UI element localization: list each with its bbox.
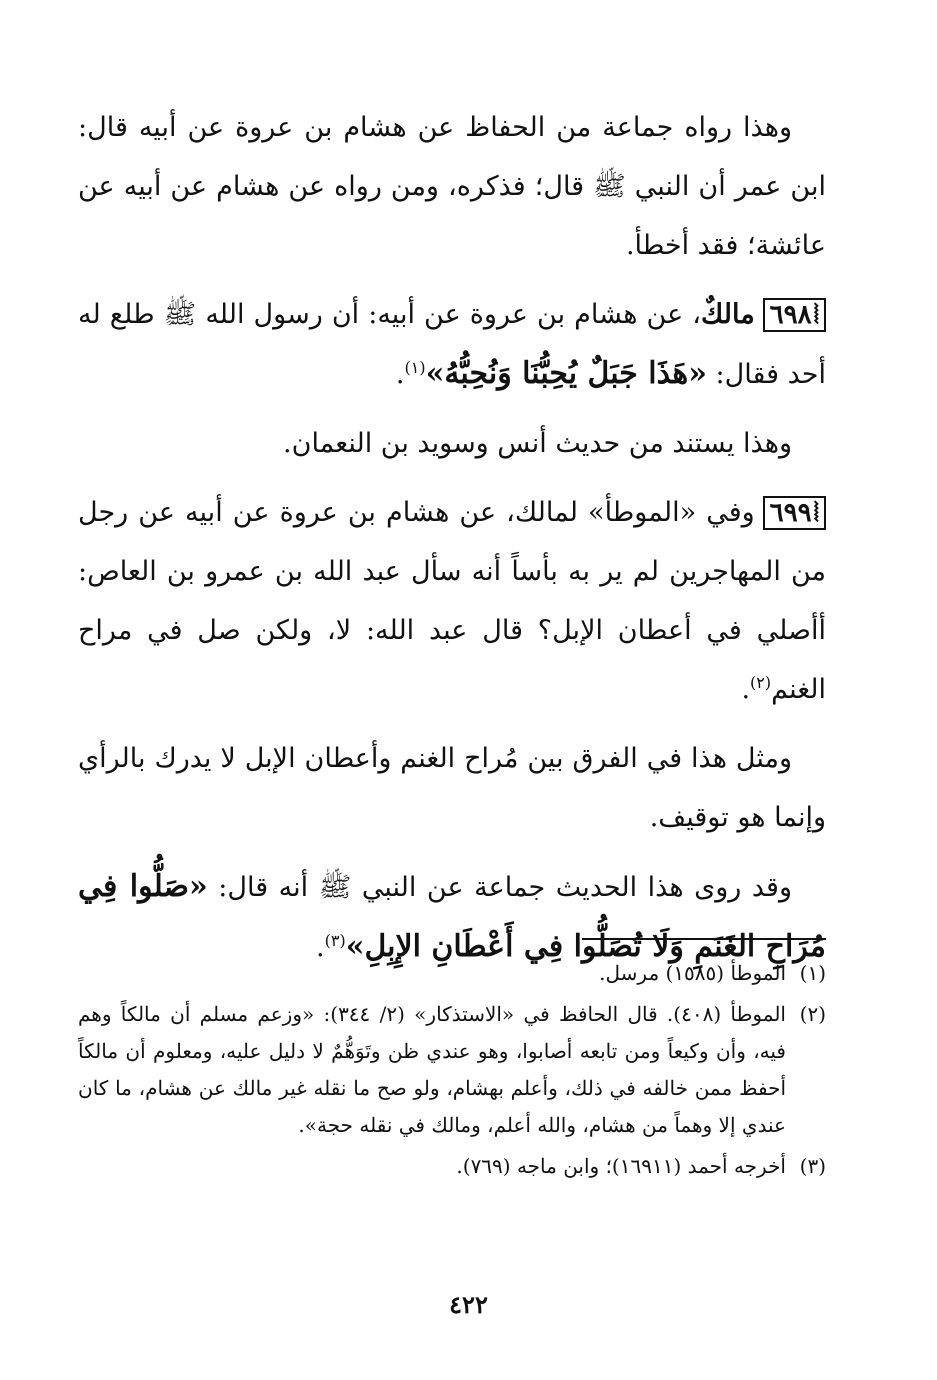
- page-number: ٤٢٢: [449, 1290, 488, 1319]
- paragraph-3: وهذا يستند من حديث أنس وسويد بن النعمان.: [283, 428, 792, 459]
- paragraph-6-text: وقد روى هذا الحديث جماعة عن النبي ﷺ أنه قال:: [207, 872, 793, 903]
- footnote-ref-2: (٢): [750, 673, 772, 692]
- hadith-699-text: وفي «الموطأ» لمالك، عن هشام بن عروة عن أبيه عن رجل من المهاجرين لم ير به بأساً أنه سأل عبد الله بن عمرو بن العاص: أأصلي في أعطان الإبل؟ قال عبد الله: لا، ولكن صل في مراح الغنم: [78, 497, 826, 705]
- footnote-text: أخرجه أحمد (١٦٩١١)؛ وابن ماجه (٧٦٩).: [456, 1154, 786, 1178]
- footnote-text: الموطأ (٤٠٨). قال الحافظ في «الاستذكار» (٢/ ٣٤٤): «وزعم مسلم أن مالكاً وهم فيه، وأن وكيعاً ومن تابعه أصابوا، وهو عندي ظن وتَوَهُّمٌ لا دليل عليه، ومعلوم أن مالكاً أحفظ ممن خالفه في ذلك، وأعلم بهشام، ولو صح ما نقله غير مالك عن هشام، ما كان عندي إلا وهماً من هشام، والله أعلم، ومالك في نقله حجة».: [78, 1002, 786, 1137]
- hadith-699: ⦚ ٦٩٩وفي «الموطأ» لمالك، عن هشام بن عروة عن أبيه عن رجل من المهاجرين لم ير به بأساً أنه سأل عبد الله بن عمرو بن العاص: أأصلي في أعطان الإبل؟ قال عبد الله: لا، ولكن صل في مراح الغنم$^{(٢)}$.: [78, 483, 826, 719]
- main-text: [78, 98, 826, 987]
- hadith-number-698: ⦚ ٦٩٨: [763, 298, 826, 332]
- footnote-ref-1: (١): [404, 358, 426, 377]
- footnote-2: [78, 996, 826, 1144]
- footnote-number: (١): [799, 961, 826, 985]
- paragraph-1: وهذا رواه جماعة من الحفاظ عن هشام بن عروة عن أبيه قال: ابن عمر أن النبي ﷺ قال؛ فذكره، ومن رواه عن هشام عن أبيه عن عائشة؛ فقد أخطأ.: [78, 112, 826, 261]
- paragraph-5: ومثل هذا في الفرق بين مُراح الغنم وأعطان الإبل لا يدرك بالرأي وإنما هو توقيف.: [78, 743, 826, 833]
- hadith-698: ⦚ ٦٩٨مالكٌ، عن هشام بن عروة عن أبيه: أن رسول الله ﷺ طلع له أحد فقال: «هَذَا جَبَلٌ يُحِبُّنَا وَنُحِبُّهُ»$^{(١)}$.: [78, 285, 826, 404]
- hadith-698-text: ، عن هشام بن عروة عن أبيه: أن رسول الله ﷺ طلع له أحد فقال:: [78, 299, 826, 390]
- footnote-separator: [582, 938, 826, 940]
- footnote-1: [78, 955, 826, 992]
- footnote-number: (٢): [799, 1002, 826, 1026]
- footnote-ref-3: (٣): [324, 931, 346, 950]
- footnotes: [78, 955, 826, 1189]
- footnote-3: [78, 1148, 826, 1185]
- paragraph-6-quote: «صَلُّوا فِي مُرَاحِ الغَنَمِ وَلَا تُصَلُّوا فِي أَعْطَانِ الإِبِلِ»: [78, 869, 826, 964]
- hadith-698-quote: «هَذَا جَبَلٌ يُحِبُّنَا وَنُحِبُّهُ»: [425, 356, 707, 391]
- paragraph-6: وقد روى هذا الحديث جماعة عن النبي ﷺ أنه قال: «صَلُّوا فِي مُرَاحِ الغَنَمِ وَلَا تُصَلُّوا فِي أَعْطَانِ الإِبِلِ»$^{(٣)}$.: [78, 869, 826, 964]
- footnote-text: الموطأ (١٥٨٥) مرسل.: [599, 961, 786, 985]
- hadith-number-699: ⦚ ٦٩٩: [763, 496, 826, 530]
- narrator-name: مالكٌ: [700, 299, 755, 330]
- footnote-number: (٣): [799, 1154, 826, 1178]
